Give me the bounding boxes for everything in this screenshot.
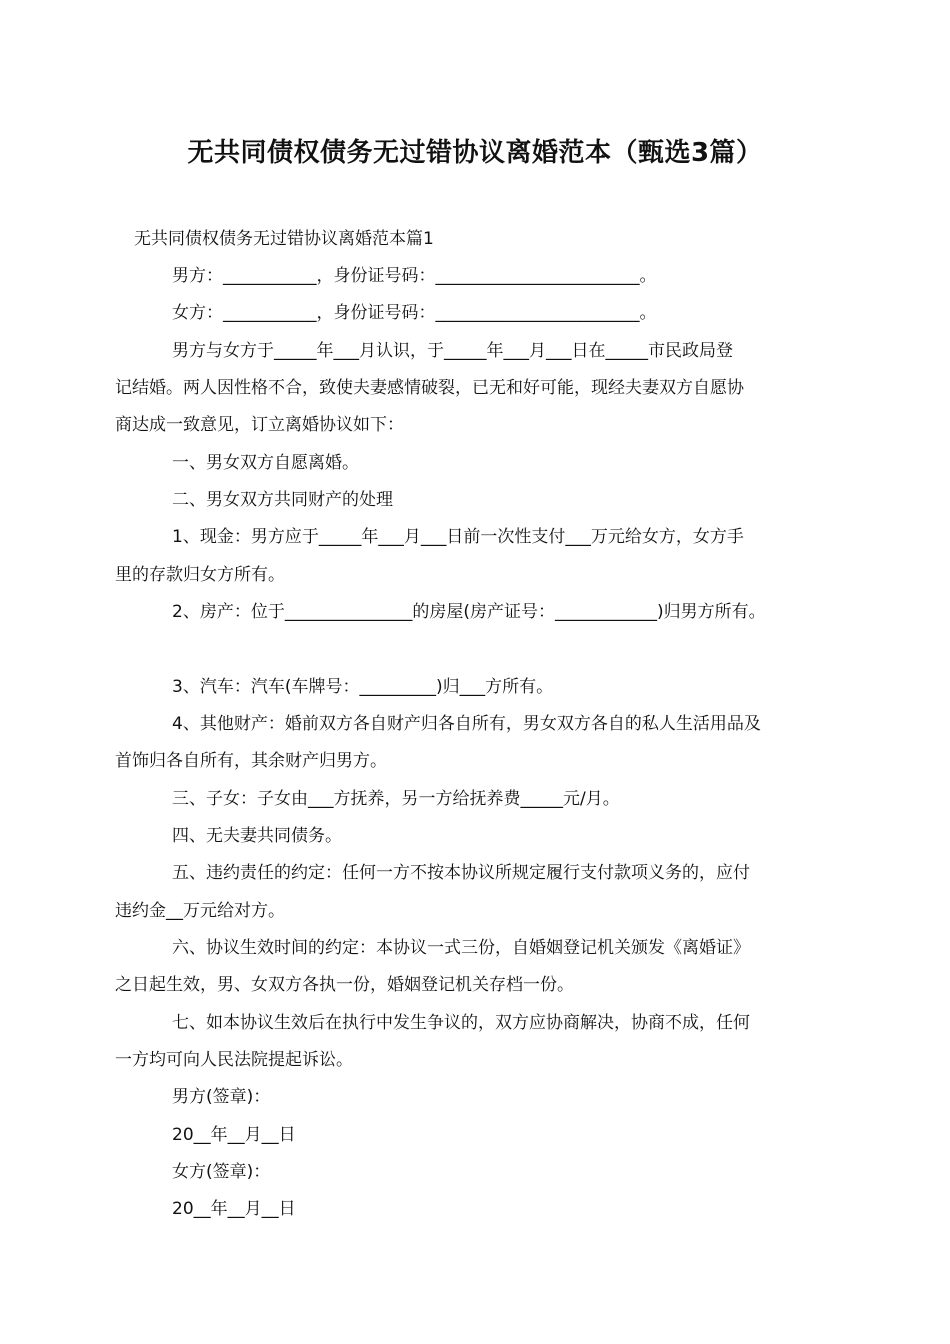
female-party-line: 女方：___________，身份证号码：________________________。 <box>172 303 657 323</box>
clause-line: 三、子女：子女由___方抚养，另一方给抚养费_____元/月。 <box>172 789 620 809</box>
clause-line: 五、违约责任的约定：任何一方不按本协议所规定履行支付款项义务的，应付 <box>172 863 750 883</box>
clause-line: 七、如本协议生效后在执行中发生争议的，双方应协商解决，协商不成，任何 <box>172 1013 750 1033</box>
clause-line: 2、房产：位于_______________的房屋(房产证号：____________)归男方所有。 <box>172 602 766 622</box>
paragraph-line: 男方与女方于_____年___月认识，于_____年___月___日在_____市民政局登 <box>172 341 733 361</box>
clause-line: 首饰归各自所有，其余财产归男方。 <box>115 751 387 771</box>
female-signature-line: 女方(签章)： <box>172 1162 271 1182</box>
clause-line: 4、其他财产：婚前双方各自财产归各自所有，男女双方各自的私人生活用品及 <box>172 714 761 734</box>
clause-line: 里的存款归女方所有。 <box>115 565 285 585</box>
clause-line: 之日起生效，男、女双方各执一份，婚姻登记机关存档一份。 <box>115 975 574 995</box>
document-title: 无共同债权债务无过错协议离婚范本（甄选3篇） <box>187 138 763 168</box>
clause-line: 1、现金：男方应于_____年___月___日前一次性支付___万元给女方，女方手 <box>172 527 744 547</box>
clause-line: 3、汽车：汽车(车牌号：_________)归___方所有。 <box>172 677 554 697</box>
clause-line: 一、男女双方自愿离婚。 <box>172 453 359 473</box>
female-date-line: 20__年__月__日 <box>172 1199 296 1219</box>
clause-line: 一方均可向人民法院提起诉讼。 <box>115 1050 353 1070</box>
clause-line: 六、协议生效时间的约定：本协议一式三份，自婚姻登记机关颁发《离婚证》 <box>172 938 750 958</box>
paragraph-line: 商达成一致意见，订立离婚协议如下： <box>115 415 404 435</box>
male-date-line: 20__年__月__日 <box>172 1125 296 1145</box>
paragraph-line: 记结婚。两人因性格不合，致使夫妻感情破裂，已无和好可能，现经夫妻双方自愿协 <box>115 378 744 398</box>
clause-line: 违约金__万元给对方。 <box>115 901 285 921</box>
male-signature-line: 男方(签章)： <box>172 1087 271 1107</box>
section-heading: 无共同债权债务无过错协议离婚范本篇1 <box>134 229 434 249</box>
male-party-line: 男方：___________，身份证号码：________________________。 <box>172 266 657 286</box>
clause-line: 四、无夫妻共同债务。 <box>172 826 342 846</box>
clause-line: 二、男女双方共同财产的处理 <box>172 490 393 510</box>
